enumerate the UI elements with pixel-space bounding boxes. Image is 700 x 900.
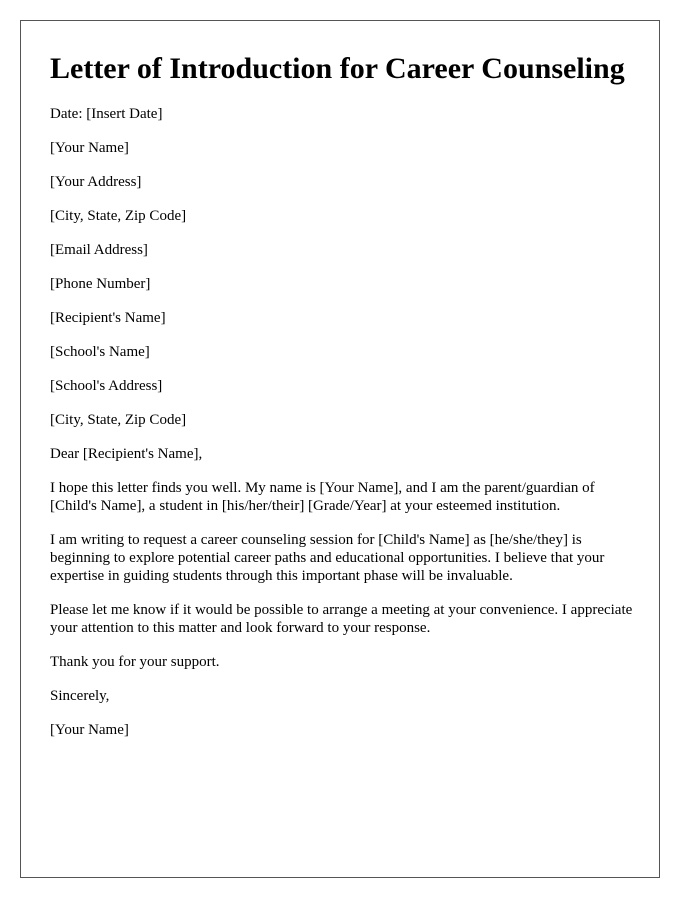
date-line: Date: [Insert Date] (50, 106, 163, 122)
letter-title: Letter of Introduction for Career Counseling (50, 52, 625, 85)
letter-content (50, 51, 634, 755)
body-paragraph-3: Please let me know if it would be possible to arrange a meeting at your convenience. I appreciate your attention to this matter and look forward to your response. (50, 602, 633, 636)
closing: Sincerely, (50, 688, 110, 704)
sender-address: [Your Address] (50, 174, 142, 190)
sender-phone: [Phone Number] (50, 276, 151, 292)
sender-city-state-zip: [City, State, Zip Code] (50, 208, 187, 224)
recipient-name: [Recipient's Name] (50, 310, 166, 326)
school-name: [School's Name] (50, 344, 150, 360)
school-address: [School's Address] (50, 378, 163, 394)
body-paragraph-2: I am writing to request a career counseling session for [Child's Name] as [he/she/they] is beginning to explore potential career paths and educational opportunities. I believe that your expertise in guiding students through this important phase will be invaluable. (50, 532, 605, 584)
letter-page (20, 20, 660, 878)
school-city-state-zip: [City, State, Zip Code] (50, 412, 187, 428)
thanks-line: Thank you for your support. (50, 654, 220, 670)
salutation: Dear [Recipient's Name], (50, 446, 203, 462)
signature: [Your Name] (50, 722, 129, 738)
body-paragraph-1: I hope this letter finds you well. My name is [Your Name], and I am the parent/guardian of [Child's Name], a student in [his/her/their] [Grade/Year] at your esteemed institution. (50, 480, 595, 514)
sender-email: [Email Address] (50, 242, 148, 258)
sender-name: [Your Name] (50, 140, 129, 156)
